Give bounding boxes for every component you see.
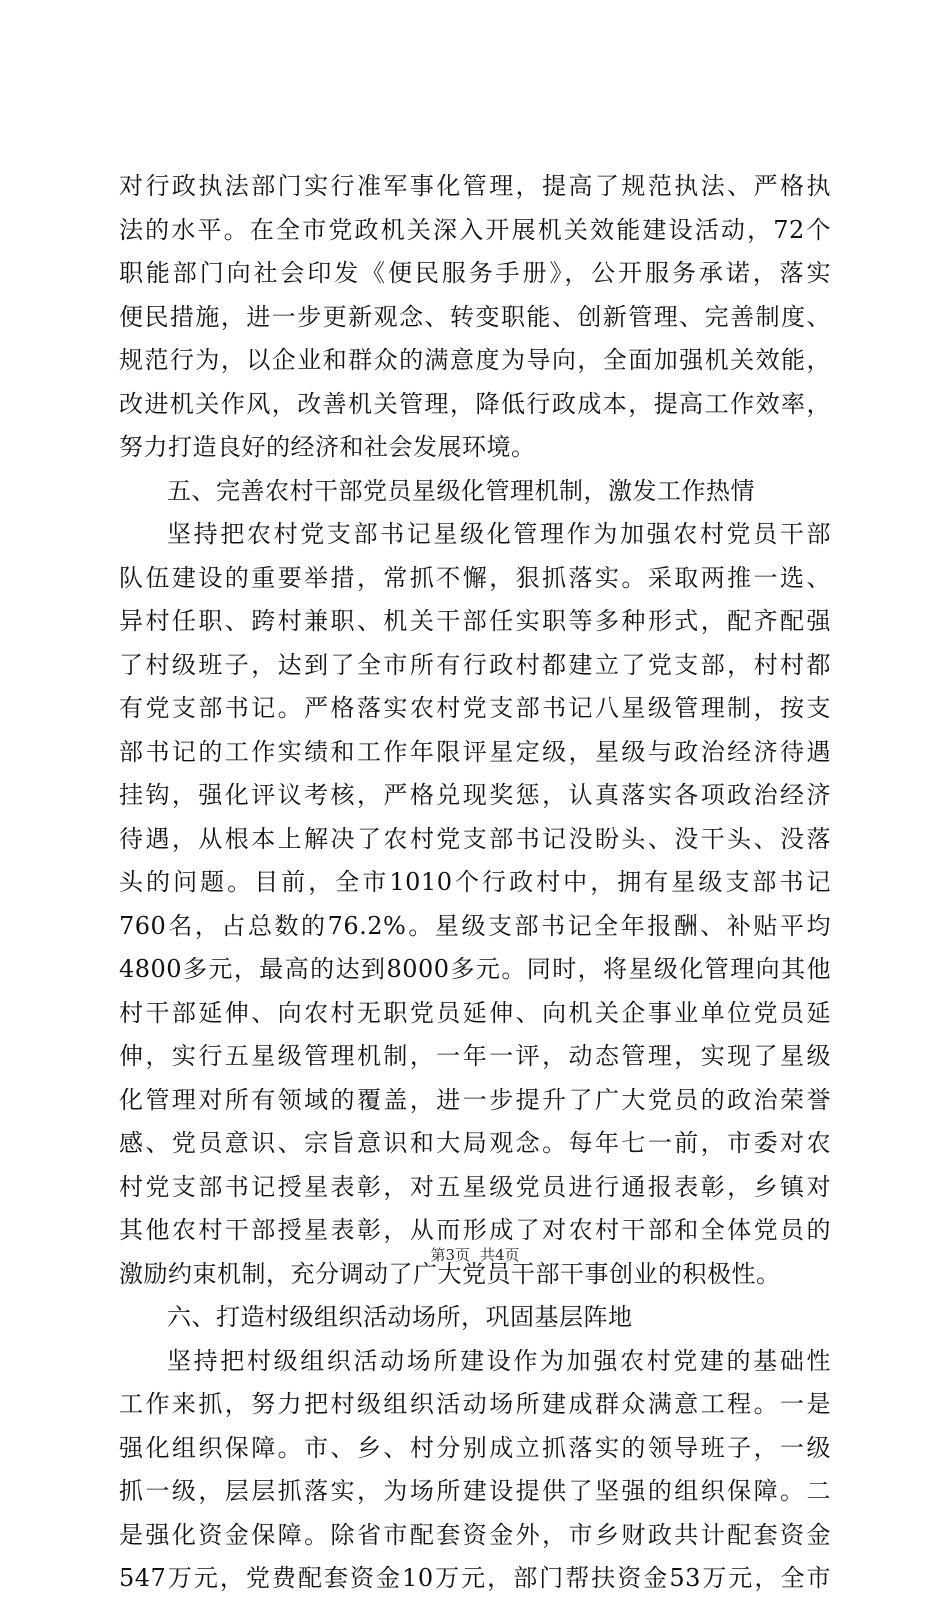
text-line: 村党支部书记授星表彰，对五星级党员进行通报表彰，乡镇对 xyxy=(119,1172,831,1201)
text-line: 547万元，党费配套资金10万元，部门帮扶资金53万元，全市 xyxy=(119,1564,831,1592)
text-line: 部书记的工作实绩和工作年限评星定级，星级与政治经济待遇 xyxy=(119,737,831,766)
text-line: 有党支部书记。严格落实农村党支部书记八星级管理制，按支 xyxy=(119,694,831,722)
text-line: 伸，实行五星级管理机制，一年一评，动态管理，实现了星级 xyxy=(119,1042,831,1070)
paragraph-first-line: 坚持把农村党支部书记星级化管理作为加强农村党员干部 xyxy=(167,520,831,548)
text-line: 努力打造良好的经济和社会发展环境。 xyxy=(119,433,536,461)
text-line: 工作来抓，努力把村级组织活动场所建成群众满意工程。一是 xyxy=(119,1390,831,1418)
page-number: 第3页 xyxy=(430,1246,470,1264)
text-line: 异村任职、跨村兼职、机关干部任实职等多种形式，配齐配强 xyxy=(119,607,831,635)
text-line: 便民措施，进一步更新观念、转变职能、创新管理、完善制度、 xyxy=(119,302,831,331)
text-line: 感、党员意识、宗旨意识和大局观念。每年七一前，市委对农 xyxy=(119,1129,831,1157)
document-body xyxy=(119,165,831,1601)
text-line: 挂钩，强化评议考核，严格兑现奖惩，认真落实各项政治经济 xyxy=(119,781,831,809)
text-line: 法的水平。在全市党政机关深入开展机关效能建设活动，72个 xyxy=(119,215,831,244)
text-line: 760名，占总数的76.2%。星级支部书记全年报酬、补贴平均 xyxy=(119,911,831,940)
text-line: 强化组织保障。市、乡、村分别成立抓落实的领导班子，一级 xyxy=(119,1433,831,1462)
text-line: 职能部门向社会印发《便民服务手册》，公开服务承诺，落实 xyxy=(119,259,831,287)
text-line: 队伍建设的重要举措，常抓不懈，狠抓落实。采取两推一选、 xyxy=(119,563,831,592)
text-line: 村干部延伸、向农村无职党员延伸、向机关企事业单位党员延 xyxy=(119,998,831,1027)
page-footer xyxy=(0,1244,950,1265)
text-line: 头的问题。目前，全市1010个行政村中，拥有星级支部书记 xyxy=(119,868,831,896)
paragraph-first-line: 坚持把村级组织活动场所建设作为加强农村党建的基础性 xyxy=(167,1346,831,1375)
text-line: 规范行为，以企业和群众的满意度为导向，全面加强机关效能， xyxy=(119,346,831,374)
text-line: 对行政执法部门实行准军事化管理，提高了规范执法、严格执 xyxy=(119,172,831,200)
text-line: 其他农村干部授星表彰，从而形成了对农村干部和全体党员的 xyxy=(119,1216,831,1244)
text-line: 是强化资金保障。除省市配套资金外，市乡财政共计配套资金 xyxy=(119,1520,831,1549)
text-line: 待遇，从根本上解决了农村党支部书记没盼头、没干头、没落 xyxy=(119,824,831,853)
text-line: 化管理对所有领域的覆盖，进一步提升了广大党员的政治荣誉 xyxy=(119,1085,831,1114)
text-line: 激励约束机制，充分调动了广大党员干部干事创业的积极性。 xyxy=(119,1259,781,1288)
section-heading-5: 五、完善农村干部党员星级化管理机制，激发工作热情 xyxy=(167,476,755,505)
text-line: 了村级班子，达到了全市所有行政村都建立了党支部，村村都 xyxy=(119,650,831,679)
text-line: 抓一级，层层抓落实，为场所建设提供了坚强的组织保障。二 xyxy=(119,1477,831,1505)
text-line: 改进机关作风，改善机关管理，降低行政成本，提高工作效率， xyxy=(119,389,831,418)
section-heading-6: 六、打造村级组织活动场所，巩固基层阵地 xyxy=(167,1303,633,1331)
text-line: 4800多元，最高的达到8000多元。同时，将星级化管理向其他 xyxy=(119,955,831,983)
page-total: 共4页 xyxy=(480,1246,520,1264)
